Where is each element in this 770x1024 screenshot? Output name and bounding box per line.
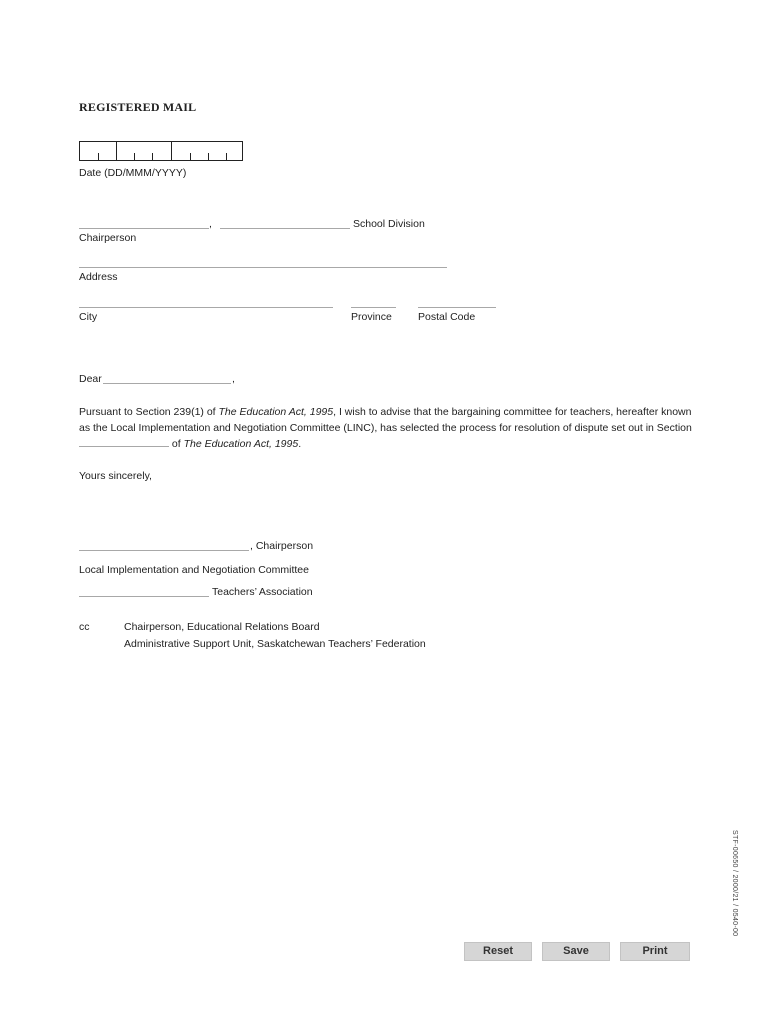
- body-text: , I wish to advise that the bargaining committee for teachers, hereafter known as the Local Implementation and Negotiation Committee (LINC), has selected the process for resolution of dispute set out in Section: [79, 406, 692, 434]
- date-separator: [171, 142, 172, 160]
- date-digit-tick: [208, 153, 209, 160]
- date-separator: [116, 142, 117, 160]
- closing-text: Yours sincerely,: [79, 470, 152, 482]
- salutation-name-field[interactable]: [103, 383, 231, 384]
- province-field[interactable]: [351, 307, 396, 308]
- chairperson-name-field[interactable]: [79, 228, 209, 229]
- postal-code-label: Postal Code: [418, 311, 476, 323]
- date-digit-tick: [190, 153, 191, 160]
- date-digit-tick: [98, 153, 99, 160]
- salutation-comma: ,: [232, 373, 235, 385]
- date-field[interactable]: [79, 141, 243, 161]
- cc-label: cc: [79, 621, 90, 633]
- date-digit-tick: [152, 153, 153, 160]
- form-code: STF-00650 / 2000/21 / 0540-00: [731, 830, 738, 937]
- body-text: .: [298, 438, 302, 450]
- association-label: Teachers’ Association: [212, 586, 313, 598]
- act-title: The Education Act, 1995: [183, 438, 299, 450]
- cc-recipient: Chairperson, Educational Relations Board: [124, 621, 320, 633]
- signature-chairperson-field[interactable]: [79, 550, 249, 551]
- date-label: Date (DD/MMM/YYYY): [79, 167, 187, 179]
- chairperson-label: Chairperson: [79, 232, 137, 244]
- school-division-field[interactable]: [220, 228, 350, 229]
- reset-button[interactable]: Reset: [464, 942, 532, 961]
- date-digit-tick: [226, 153, 227, 160]
- address-field[interactable]: [79, 267, 447, 268]
- school-division-label: School Division: [353, 218, 425, 230]
- body-paragraph: [79, 404, 699, 452]
- comma-separator: ,: [209, 218, 212, 230]
- province-label: Province: [351, 311, 392, 323]
- cc-recipient: Administrative Support Unit, Saskatchewan Teachers’ Federation: [124, 638, 426, 650]
- postal-code-field[interactable]: [418, 307, 496, 308]
- address-label: Address: [79, 271, 118, 283]
- body-text: of: [169, 438, 184, 450]
- page-title: REGISTERED MAIL: [79, 100, 197, 114]
- city-label: City: [79, 311, 98, 323]
- act-title: The Education Act, 1995: [218, 406, 334, 418]
- section-number-field[interactable]: [79, 436, 169, 447]
- city-field[interactable]: [79, 307, 333, 308]
- association-name-field[interactable]: [79, 596, 209, 597]
- signature-chairperson-label: , Chairperson: [250, 540, 314, 552]
- print-button[interactable]: Print: [620, 942, 690, 961]
- date-digit-tick: [134, 153, 135, 160]
- salutation-dear: Dear: [79, 373, 102, 385]
- body-text: Pursuant to Section 239(1) of: [79, 406, 219, 418]
- committee-name: Local Implementation and Negotiation Committee: [79, 564, 309, 576]
- save-button[interactable]: Save: [542, 942, 610, 961]
